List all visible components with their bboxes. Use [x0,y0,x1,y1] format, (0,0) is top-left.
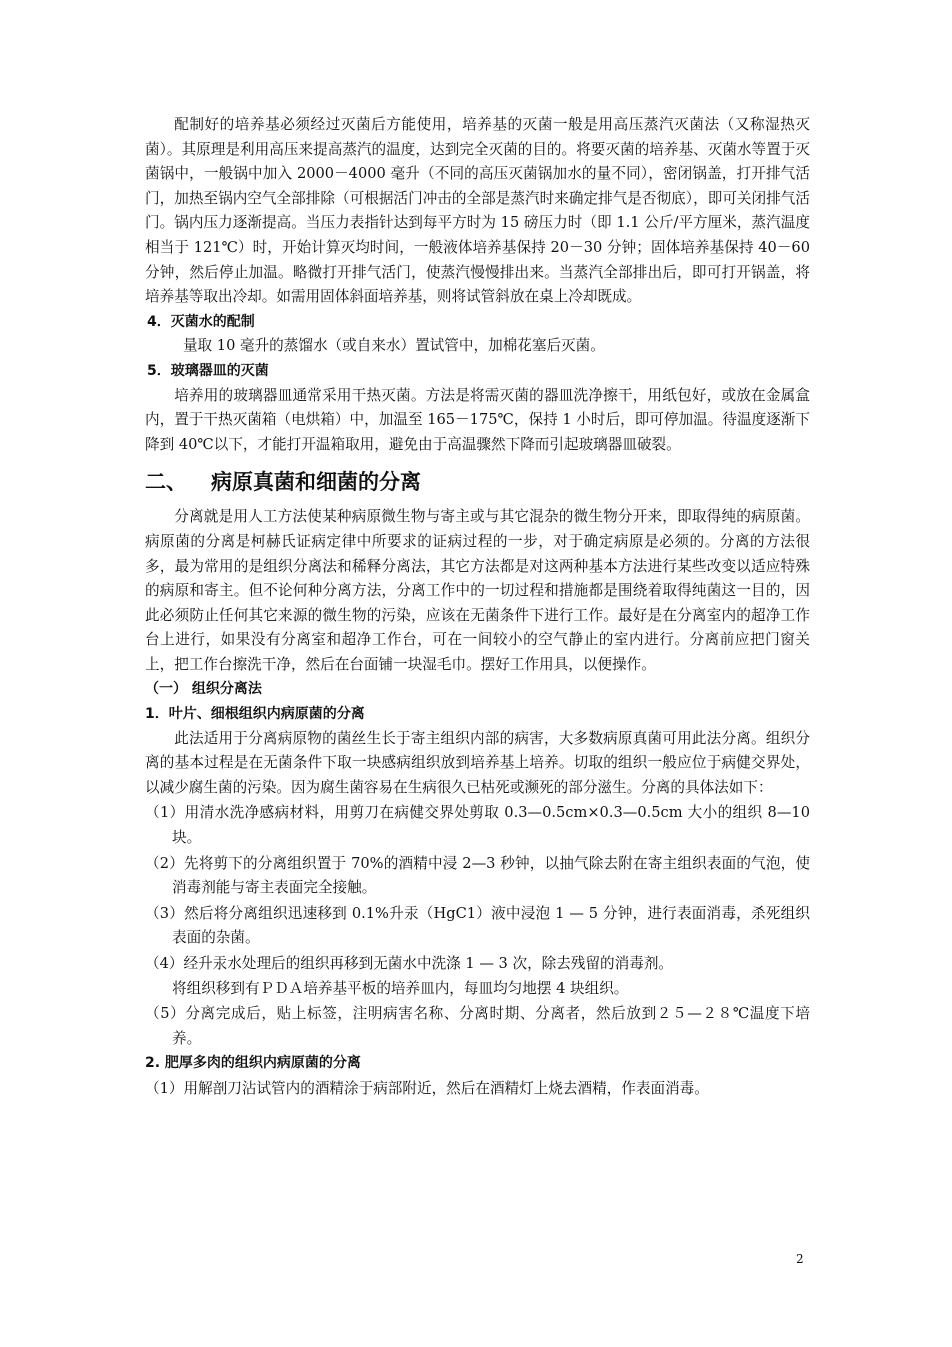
subheading-tissue-isolation: （一） 组织分离法 [145,681,262,698]
section-heading [145,467,810,497]
item-heading-leaf-root: 1．叶片、细根组织内病原菌的分离 [145,706,365,723]
step-3: （3）然后将分离组织迅速移到 0.1%升汞（HgC1）液中浸泡 1 — 5 分钟，进行表面消毒，杀死组织表面的杂菌。 [145,904,810,947]
page-number: 2 [796,1252,804,1266]
section-title: 病原真菌和细菌的分离 [211,470,421,495]
heading-sterile-water: 4．灭菌水的配制 [147,313,255,330]
item-heading-fleshy-tissue: 2. 肥厚多肉的组织内病原菌的分离 [145,1055,361,1072]
paragraph-sterilization: 配制好的培养基必须经过灭菌后方能使用，培养基的灭菌一般是用高压蒸汽灭菌法（又称湿热灭菌）。其原理是利用高压来提高蒸汽的温度，达到完全灭菌的目的。将要灭菌的培养基、灭菌水等置于灭菌锅中，一般锅中加入 2000－4000 毫升（不同的高压灭菌锅加水的量不同），密闭锅盖，打开排气活门，加热至锅内空气全部排除（可根据活门冲击的全部是蒸汽时来确定排气是否彻底），即可关闭排气活门。锅内压力逐渐提高。当压力表指针达到每平方时为 15 磅压力时（即 1.1 公斤/平方厘米，蒸汽温度相当于 121℃）时，开始计算灭均时间，一般液体培养基保持 20－30 分钟；固体培养基保持 40－60 分钟，然后停止加温。略微打开排气活门，使蒸汽慢慢排出来。当蒸汽全部排出后，即可打开锅盖，将培养基等取出冷却。如需用固体斜面培养基，则将试管斜放在桌上冷却既成。 [145,116,810,306]
paragraph-isolation-intro: 分离就是用人工方法使某种病原微生物与寄主或与其它混杂的微生物分开来，即取得纯的病原菌。病原菌的分离是柯赫氏证病定律中所要求的证病过程的一步，对于确定病原是必须的。分离的方法很多，最为常用的是组织分离法和稀释分离法，其它方法都是对这两种基本方法进行某些改变以适应特殊的病原和寄主。但不论何种分离方法，分离工作中的一切过程和措施都是围绕着取得纯菌这一目的，因此必须防止任何其它来源的微生物的污染，应该在无菌条件下进行工作。最好是在分离室内的超净工作台上进行，如果没有分离室和超净工作台，可在一间较小的空气静止的室内进行。分离前应把门窗关上，把工作台擦洗干净，然后在台面铺一块湿毛巾。摆好工作用具，以便操作。 [145,508,810,673]
step-5: （5）分离完成后，贴上标签，注明病害名称、分离时期、分离者，然后放到２５—２８℃温度下培养。 [145,1005,810,1047]
step-4-continuation: 将组织移到有ＰＤＡ培养基平板的培养皿内，每皿均匀地摆 4 块组织。 [172,979,629,997]
paragraph-leaf-root: 此法适用于分离病原物的菌丝生长于寄主组织内部的病害，大多数病原真菌可用此法分离。组织分离的基本过程是在无菌条件下取一块感病组织放到培养基上培养。切取的组织一般应位于病健交界处，以减少腐生菌的污染。因为腐生菌容易在生病很久已枯死或濒死的部分滋生。分离的具体法如下： [145,729,810,796]
section-number: 二、 [145,470,187,495]
document-page [145,113,810,1102]
fleshy-step-1: （1）用解剖刀沾试管内的酒精涂于病部附近，然后在酒精灯上烧去酒精，作表面消毒。 [145,1079,709,1097]
paragraph-sterile-water: 量取 10 毫升的蒸馏水（或自来水）置试管中，加棉花塞后灭菌。 [182,337,605,355]
paragraph-glassware: 培养用的玻璃器皿通常采用干热灭菌。方法是将需灭菌的器皿洗净擦干，用纸包好，或放在金属盒内，置于干热灭菌箱（电烘箱）中，加温至 165－175℃，保持 1 小时后，即可停加温。待温度逐渐下降到 40℃以下，才能打开温箱取用，避免由于高温骤然下降而引起玻璃器皿破裂。 [145,386,810,453]
step-4: （4）经升汞水处理后的组织再移到无菌水中洗涤 1 — 3 次，除去残留的消毒剂。 [145,955,674,972]
step-2: （2）先将剪下的分离组织置于 70%的酒精中浸 2—3 秒钟，以抽气除去附在寄主组织表面的气泡，使消毒剂能与寄主表面完全接触。 [145,854,810,897]
heading-glassware: 5．玻璃器皿的灭菌 [147,362,269,379]
step-1: （1）用清水洗净感病材料，用剪刀在病健交界处剪取 0.3—0.5cm×0.3—0.5cm 大小的组织 8—10 块。 [145,804,810,847]
